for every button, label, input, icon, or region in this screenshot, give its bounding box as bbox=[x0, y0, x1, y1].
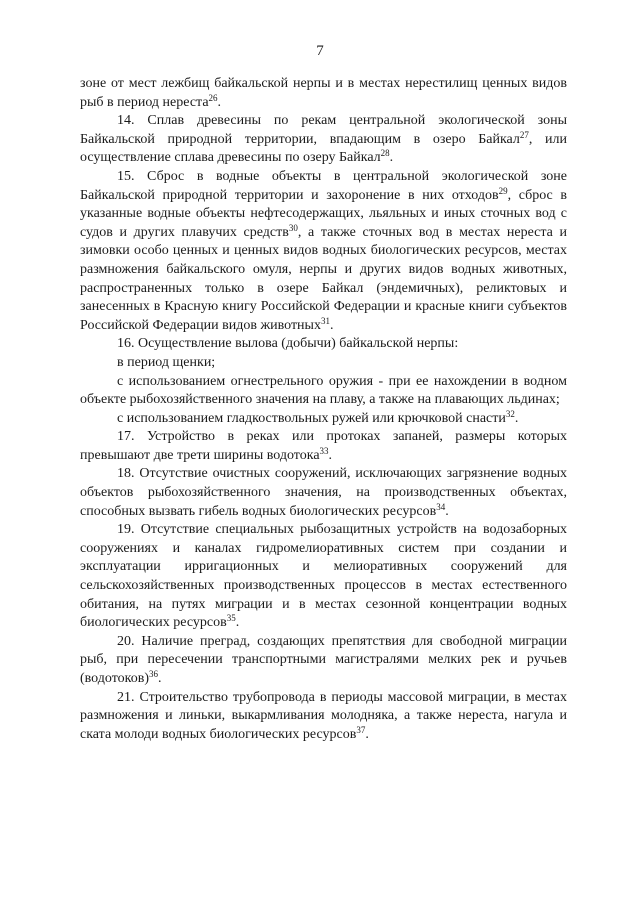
footnote-ref[interactable]: 26 bbox=[208, 92, 218, 103]
paragraph-text: 15. Сброс в водные объекты в центральной экологической зоне Байкальской природной территории и захоронение в них отходов bbox=[80, 168, 567, 203]
paragraph-text: с использованием огнестрельного оружия - при ее нахождении в водном объекте рыбохозяйственного значения на плаву, а также на плавающих льдинах; bbox=[80, 373, 567, 408]
paragraph-text: , или осуществление сплава древесины по озеру Байкал bbox=[80, 131, 567, 166]
paragraph-text: 14. Сплав древесины по рекам центральной экологической зоны Байкальской природной территории, впадающим в озеро Байкал bbox=[80, 113, 567, 147]
document-body bbox=[80, 75, 567, 744]
footnote-ref[interactable]: 30 bbox=[288, 222, 298, 233]
paragraph-text: 20. Наличие преград, создающих препятствия для свободной миграции рыб, при пересечении транспортными магистралями мелких рек и ручьев (водотоков) bbox=[80, 633, 567, 686]
paragraph-text: , сброс в указанные водные объекты нефтесодержащих, льяльных и иных сточных вод с судов и других плавучих средств bbox=[80, 187, 568, 240]
footnote-ref[interactable]: 27 bbox=[519, 129, 529, 140]
paragraph-text: . bbox=[365, 726, 369, 742]
paragraph-16-item-3 bbox=[80, 410, 567, 429]
paragraph-text: . bbox=[389, 150, 394, 166]
footnote-ref[interactable]: 29 bbox=[498, 185, 508, 196]
paragraph-16 bbox=[80, 335, 567, 354]
paragraph-text: 19. Отсутствие специальных рыбозащитных устройств на водозаборных сооружениях и каналах гидромелиоративных систем при создании и эксплуатации ирригационных и мелиоративных сооружений для сельскохозяйственных производственных процессов в местах естественного обитания, на путях миграции и в местах сезонной концентрации водных биологических ресурсов bbox=[80, 522, 567, 631]
paragraph-18 bbox=[80, 465, 567, 521]
paragraph-21 bbox=[80, 689, 567, 745]
page-number: 7 bbox=[316, 43, 324, 59]
footnote-ref[interactable]: 36 bbox=[149, 669, 159, 679]
paragraph-13-continuation bbox=[80, 75, 567, 112]
paragraph-15 bbox=[80, 168, 567, 335]
footnote-ref[interactable]: 37 bbox=[356, 724, 366, 735]
paragraph-16-item-1 bbox=[80, 354, 567, 373]
paragraph-16-item-2 bbox=[80, 373, 567, 410]
footnote-ref[interactable]: 34 bbox=[436, 501, 446, 512]
paragraph-20 bbox=[80, 633, 567, 689]
paragraph-text: . bbox=[328, 447, 333, 463]
footnote-ref[interactable]: 31 bbox=[320, 315, 330, 326]
paragraph-text: . bbox=[514, 410, 519, 426]
paragraph-text: зоне от мест лежбищ байкальской нерпы и в местах нерестилищ ценных видов рыб в период нереста bbox=[80, 76, 567, 110]
paragraph-text: 16. Осуществление вылова (добычи) байкальской нерпы: bbox=[117, 336, 459, 352]
paragraph-19 bbox=[80, 521, 567, 633]
footnote-ref[interactable]: 28 bbox=[380, 148, 390, 159]
paragraph-text: в период щенки; bbox=[117, 354, 216, 370]
paragraph-text: с использованием гладкоствольных ружей или крючковой снасти bbox=[117, 410, 506, 426]
paragraph-text: . bbox=[445, 503, 449, 519]
paragraph-text: . bbox=[329, 317, 334, 333]
paragraph-text: . bbox=[235, 615, 240, 631]
paragraph-text: . bbox=[158, 671, 162, 686]
footnote-ref[interactable]: 35 bbox=[226, 613, 236, 624]
paragraph-17 bbox=[80, 428, 567, 465]
paragraph-14 bbox=[80, 112, 567, 168]
paragraph-text: , а также сточных вод в местах нереста и зимовки особо ценных и ценных видов водных биологических ресурсов, местах размножения байкальского омуля, нерпы и других видов водных животных, распространенных только в озере Байкал (эндемичных), реликтовых и занесенных в Красную книгу Российской Федерации и красные книги субъектов Российской Федерации видов животных bbox=[80, 224, 567, 333]
footnote-ref[interactable]: 32 bbox=[505, 408, 515, 419]
paragraph-text: 17. Устройство в реках или протоках запаней, размеры которых превышают две трети ширины водотока bbox=[80, 429, 567, 463]
paragraph-text: 21. Строительство трубопровода в периоды массовой миграции, в местах размножения и линьки, выкармливания молодняка, а также нереста, нагула и ската молоди водных биологических ресурсов bbox=[80, 689, 567, 742]
paragraph-text: . bbox=[217, 94, 222, 110]
footnote-ref[interactable]: 33 bbox=[319, 445, 329, 456]
paragraph-text: 18. Отсутствие очистных сооружений, исключающих загрязнение водных объектов рыбохозяйственного значения, на производственных объектах, способных вызвать гибель водных биологических ресурсов bbox=[80, 466, 567, 519]
